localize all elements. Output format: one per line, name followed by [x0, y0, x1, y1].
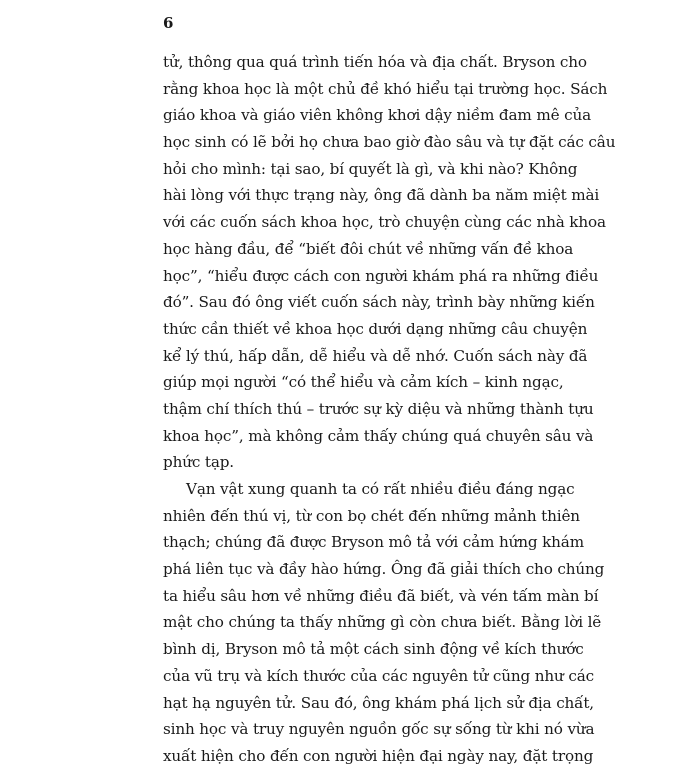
- text-line: giúp mọi người “có thể hiểu và cảm kích – kinh ngạc,: [163, 373, 564, 392]
- body-text: [163, 49, 616, 770]
- text-line: thức cần thiết về khoa học dưới dạng những câu chuyện: [163, 319, 588, 338]
- text-line: hạt hạ nguyên tử. Sau đó, ông khám phá lịch sử địa chất,: [163, 693, 594, 712]
- text-line: mật cho chúng ta thấy những gì còn chưa biết. Bằng lời lẽ: [163, 613, 602, 632]
- text-line: nhiên đến thú vị, từ con bọ chét đến những mảnh thiên: [163, 506, 580, 525]
- text-line: khoa học”, mà không cảm thấy chúng quá chuyên sâu và: [163, 426, 594, 445]
- text-line: phá liên tục và đầy hào hứng. Ông đã giải thích cho chúng: [163, 560, 605, 579]
- text-line: đó”. Sau đó ông viết cuốn sách này, trình bày những kiến: [163, 293, 595, 312]
- text-line: của vũ trụ và kích thước của các nguyên tử cũng như các: [163, 666, 594, 685]
- text-line: bình dị, Bryson mô tả một cách sinh động về kích thước: [163, 640, 584, 659]
- text-line: thậm chí thích thú – trước sự kỳ diệu và những thành tựu: [163, 399, 594, 418]
- text-line: tử, thông qua quá trình tiến hóa và địa chất. Bryson cho: [163, 53, 587, 71]
- text-line: học”, “hiểu được cách con người khám phá ra những điều: [163, 266, 599, 285]
- text-line: học sinh có lẽ bởi họ chưa bao giờ đào sâu và tự đặt các câu: [163, 133, 616, 152]
- text-line: ta hiểu sâu hơn về những điều đã biết, và vén tấm màn bí: [163, 586, 599, 605]
- text-line: phức tạp.: [163, 453, 234, 472]
- text-line: hài lòng với thực trạng này, ông đã dành ba năm miệt mài: [163, 186, 600, 205]
- text-line: giáo khoa và giáo viên không khơi dậy niềm đam mê của: [163, 106, 592, 125]
- text-line: với các cuốn sách khoa học, trò chuyện cùng các nhà khoa: [163, 213, 606, 232]
- text-line: sinh học và truy nguyên nguồn gốc sự sống từ khi nó vừa: [163, 720, 595, 739]
- text-line: rằng khoa học là một chủ đề khó hiểu tại trường học. Sách: [163, 79, 608, 98]
- text-line: học hàng đầu, để “biết đôi chút về những vấn đề khoa: [163, 239, 574, 258]
- text-line: xuất hiện cho đến con người hiện đại ngày nay, đặt trọng: [163, 746, 594, 765]
- text-line: Vạn vật xung quanh ta có rất nhiều điều đáng ngạc: [186, 480, 575, 498]
- text-line: thạch; chúng đã được Bryson mô tả với cảm hứng khám: [163, 533, 584, 552]
- page-number: 6: [163, 14, 174, 32]
- text-line: hỏi cho mình: tại sao, bí quyết là gì, và khi nào? Không: [163, 159, 578, 178]
- text-line: kể lý thú, hấp dẫn, dễ hiểu và dễ nhớ. Cuốn sách này đã: [163, 346, 588, 365]
